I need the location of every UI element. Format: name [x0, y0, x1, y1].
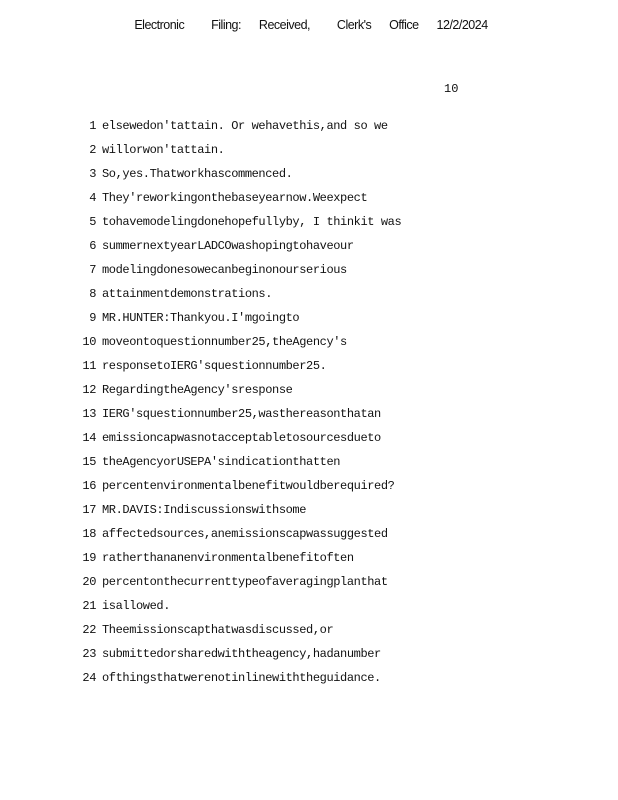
- transcript-line: [80, 380, 401, 404]
- transcript-line: [80, 548, 401, 572]
- line-text: elsewedon'tattain. Or wehavethis,and so we: [102, 119, 388, 133]
- transcript-line: [80, 164, 401, 188]
- line-number: 7: [89, 263, 96, 277]
- line-text: summernextyearLADCOwashopingtohaveour: [102, 239, 354, 253]
- line-text: percentonthecurrenttypeofaveragingplanthat: [102, 575, 388, 589]
- line-number: 15: [82, 455, 96, 469]
- line-text: So,yes.Thatworkhascommenced.: [102, 167, 293, 181]
- line-text: IERG'squestionnumber25,wasthereasonthatan: [102, 407, 381, 421]
- transcript-line: [80, 524, 401, 548]
- line-number: 4: [89, 191, 96, 205]
- transcript-line: [80, 308, 401, 332]
- line-text: MR.DAVIS:Indiscussionswithsome: [102, 503, 307, 517]
- line-number: 5: [89, 215, 96, 229]
- line-text: modelingdonesowecanbeginonourserious: [102, 263, 347, 277]
- line-number: 8: [89, 287, 96, 301]
- transcript-line: [80, 332, 401, 356]
- transcript-line: [80, 116, 401, 140]
- transcript-line: [80, 140, 401, 164]
- transcript-line: [80, 476, 401, 500]
- line-number: 6: [89, 239, 96, 253]
- line-text: attainmentdemonstrations.: [102, 287, 273, 301]
- transcript-line: [80, 596, 401, 620]
- line-text: responsetoIERG'squestionnumber25.: [102, 359, 327, 373]
- line-text: ratherthananenvironmentalbenefitoften: [102, 551, 354, 565]
- transcript-body: [80, 116, 401, 692]
- line-text: isallowed.: [102, 599, 171, 613]
- line-text: ofthingsthatwerenotinlinewiththeguidance.: [102, 671, 381, 685]
- transcript-line: [80, 236, 401, 260]
- line-text: tohavemodelingdonehopefullyby, I thinkit was: [102, 215, 402, 229]
- line-number: 11: [82, 359, 96, 373]
- line-number: 2: [89, 143, 96, 157]
- transcript-line: [80, 428, 401, 452]
- transcript-line: [80, 500, 401, 524]
- line-text: affectedsources,anemissionscapwassuggested: [102, 527, 388, 541]
- line-text: RegardingtheAgency'sresponse: [102, 383, 293, 397]
- line-text: willorwon'tattain.: [102, 143, 225, 157]
- line-number: 20: [82, 575, 96, 589]
- transcript-line: [80, 212, 401, 236]
- line-number: 3: [89, 167, 96, 181]
- line-text: moveontoquestionnumber25,theAgency's: [102, 335, 347, 349]
- transcript-line: [80, 188, 401, 212]
- line-number: 21: [82, 599, 96, 613]
- transcript-line: [80, 668, 401, 692]
- line-text: Theemissionscapthatwasdiscussed,or: [102, 623, 334, 637]
- line-number: 24: [82, 671, 96, 685]
- transcript-line: [80, 404, 401, 428]
- transcript-line: [80, 452, 401, 476]
- transcript-line: [80, 644, 401, 668]
- page-number: 10: [444, 82, 459, 96]
- transcript-line: [80, 284, 401, 308]
- line-number: 14: [82, 431, 96, 445]
- line-text: submittedorsharedwiththeagency,hadanumber: [102, 647, 381, 661]
- transcript-line: [80, 620, 401, 644]
- filing-header: Electronic Filing: Received, Clerk's Office 12/2/2024: [134, 18, 488, 32]
- transcript-line: [80, 260, 401, 284]
- line-number: 17: [82, 503, 96, 517]
- transcript-line: [80, 356, 401, 380]
- line-number: 1: [89, 119, 96, 133]
- line-text: emissioncapwasnotacceptabletosourcesdueto: [102, 431, 381, 445]
- line-number: 10: [82, 335, 96, 349]
- transcript-line: [80, 572, 401, 596]
- line-number: 12: [82, 383, 96, 397]
- line-number: 19: [82, 551, 96, 565]
- line-number: 23: [82, 647, 96, 661]
- line-text: They'reworkingonthebaseyearnow.Weexpect: [102, 191, 368, 205]
- line-text: theAgencyorUSEPA'sindicationthatten: [102, 455, 341, 469]
- line-text: percentenvironmentalbenefitwouldberequired?: [102, 479, 395, 493]
- line-number: 18: [82, 527, 96, 541]
- line-text: MR.HUNTER:Thankyou.I'mgoingto: [102, 311, 300, 325]
- line-number: 16: [82, 479, 96, 493]
- line-number: 9: [89, 311, 96, 325]
- line-number: 13: [82, 407, 96, 421]
- line-number: 22: [82, 623, 96, 637]
